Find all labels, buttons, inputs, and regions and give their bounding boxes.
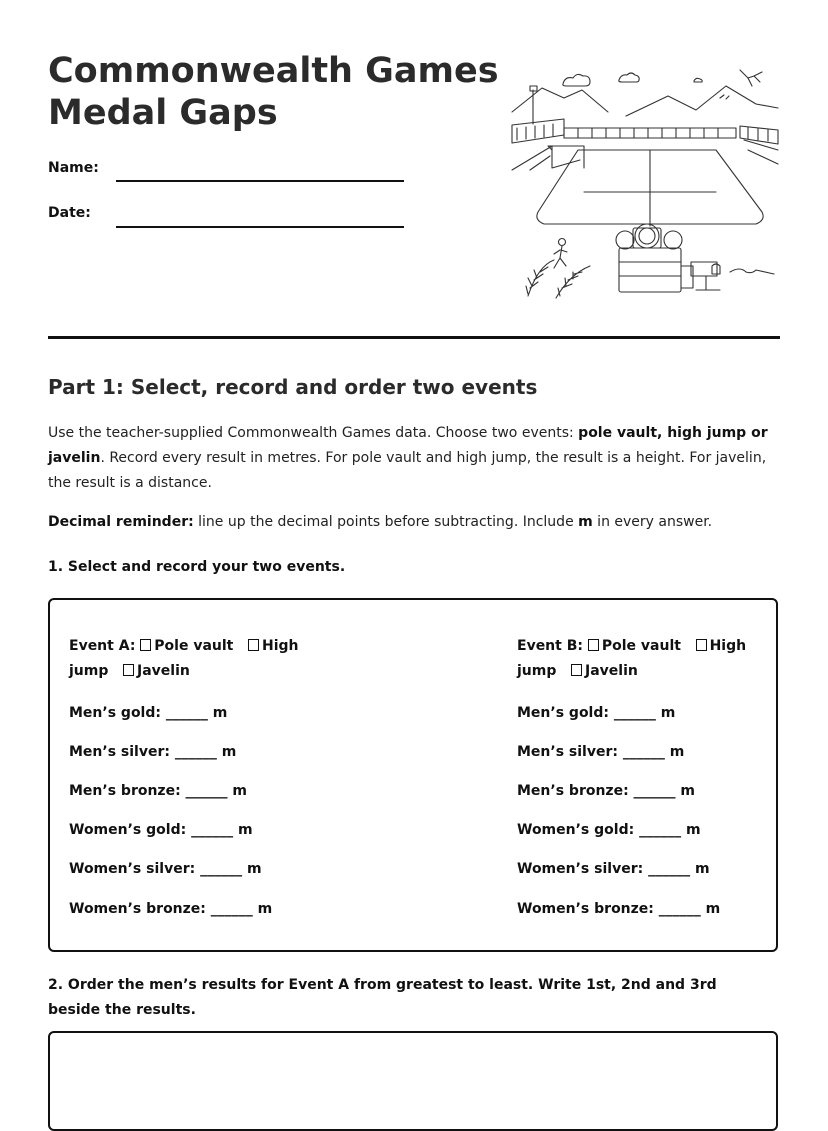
event-b-label: Event B: <box>517 638 583 654</box>
events-record-box <box>48 598 778 952</box>
event-a-womens-gold[interactable]: Women’s gold: ______ m <box>69 822 253 838</box>
event-b-womens-silver[interactable]: Women’s silver: ______ m <box>517 861 710 877</box>
event-a-womens-bronze[interactable]: Women’s bronze: ______ m <box>69 901 273 917</box>
decimal-reminder <box>48 510 788 535</box>
event-a-option-high: High <box>262 638 299 654</box>
checkbox-icon[interactable] <box>248 639 259 651</box>
event-a-selector <box>69 634 309 684</box>
event-a-column <box>69 634 309 917</box>
event-a-option-javelin: Javelin <box>137 663 190 679</box>
part1-heading: Part 1: Select, record and order two events <box>48 375 538 399</box>
header-divider <box>48 336 780 339</box>
event-a-mens-gold[interactable]: Men’s gold: ______ m <box>69 705 228 721</box>
event-a-option-jump: jump <box>69 663 109 679</box>
event-b-option-jump: jump <box>517 663 557 679</box>
event-a-mens-bronze[interactable]: Men’s bronze: ______ m <box>69 783 248 799</box>
reminder-unit: m <box>578 514 593 530</box>
event-a-mens-silver[interactable]: Men’s silver: ______ m <box>69 744 237 760</box>
reminder-text: line up the decimal points before subtracting. Include <box>193 514 579 530</box>
checkbox-icon[interactable] <box>571 664 582 676</box>
checkbox-icon[interactable] <box>588 639 599 651</box>
event-b-option-high: High <box>709 638 747 654</box>
question-2-answer-box[interactable] <box>48 1031 778 1131</box>
checkbox-icon[interactable] <box>696 639 707 651</box>
event-b-womens-gold[interactable]: Women’s gold: ______ m <box>517 822 701 838</box>
event-a-womens-silver[interactable]: Women’s silver: ______ m <box>69 861 262 877</box>
intro-paragraph <box>48 421 788 496</box>
event-b-column <box>517 634 757 917</box>
question-2: 2. Order the men’s results for Event A from greatest to least. Write 1st, 2nd and 3rd beside the results. <box>48 977 717 1018</box>
event-b-mens-bronze[interactable]: Men’s bronze: ______ m <box>517 783 696 799</box>
date-label: Date: <box>48 205 91 221</box>
page-title <box>48 50 499 134</box>
intro-events: pole vault, high jump or javelin <box>48 425 768 466</box>
event-a-label: Event A: <box>69 638 136 654</box>
intro-text-end: . Record every result in metres. For pole vault and high jump, the result is a height. For javelin, the result is a distance. <box>48 450 767 491</box>
name-field[interactable] <box>116 180 404 182</box>
checkbox-icon[interactable] <box>140 639 151 651</box>
stadium-illustration-icon <box>508 62 784 308</box>
event-b-mens-gold[interactable]: Men’s gold: ______ m <box>517 705 676 721</box>
checkbox-icon[interactable] <box>123 664 134 676</box>
event-a-option-pole-vault: Pole vault <box>154 638 234 654</box>
reminder-text-end: in every answer. <box>592 514 713 530</box>
name-label: Name: <box>48 160 99 176</box>
reminder-label: Decimal reminder: <box>48 514 194 530</box>
event-b-option-javelin: Javelin <box>585 663 638 679</box>
event-b-mens-silver[interactable]: Men’s silver: ______ m <box>517 744 685 760</box>
event-b-womens-bronze[interactable]: Women’s bronze: ______ m <box>517 901 721 917</box>
event-b-selector <box>517 634 757 684</box>
event-b-option-pole-vault: Pole vault <box>601 638 681 654</box>
title-line-1: Commonwealth Games <box>48 51 499 91</box>
title-line-2: Medal Gaps <box>48 93 278 133</box>
intro-text: Use the teacher-supplied Commonwealth Games data. Choose two events: <box>48 425 579 441</box>
question-1: 1. Select and record your two events. <box>48 559 346 575</box>
date-field[interactable] <box>116 226 404 228</box>
